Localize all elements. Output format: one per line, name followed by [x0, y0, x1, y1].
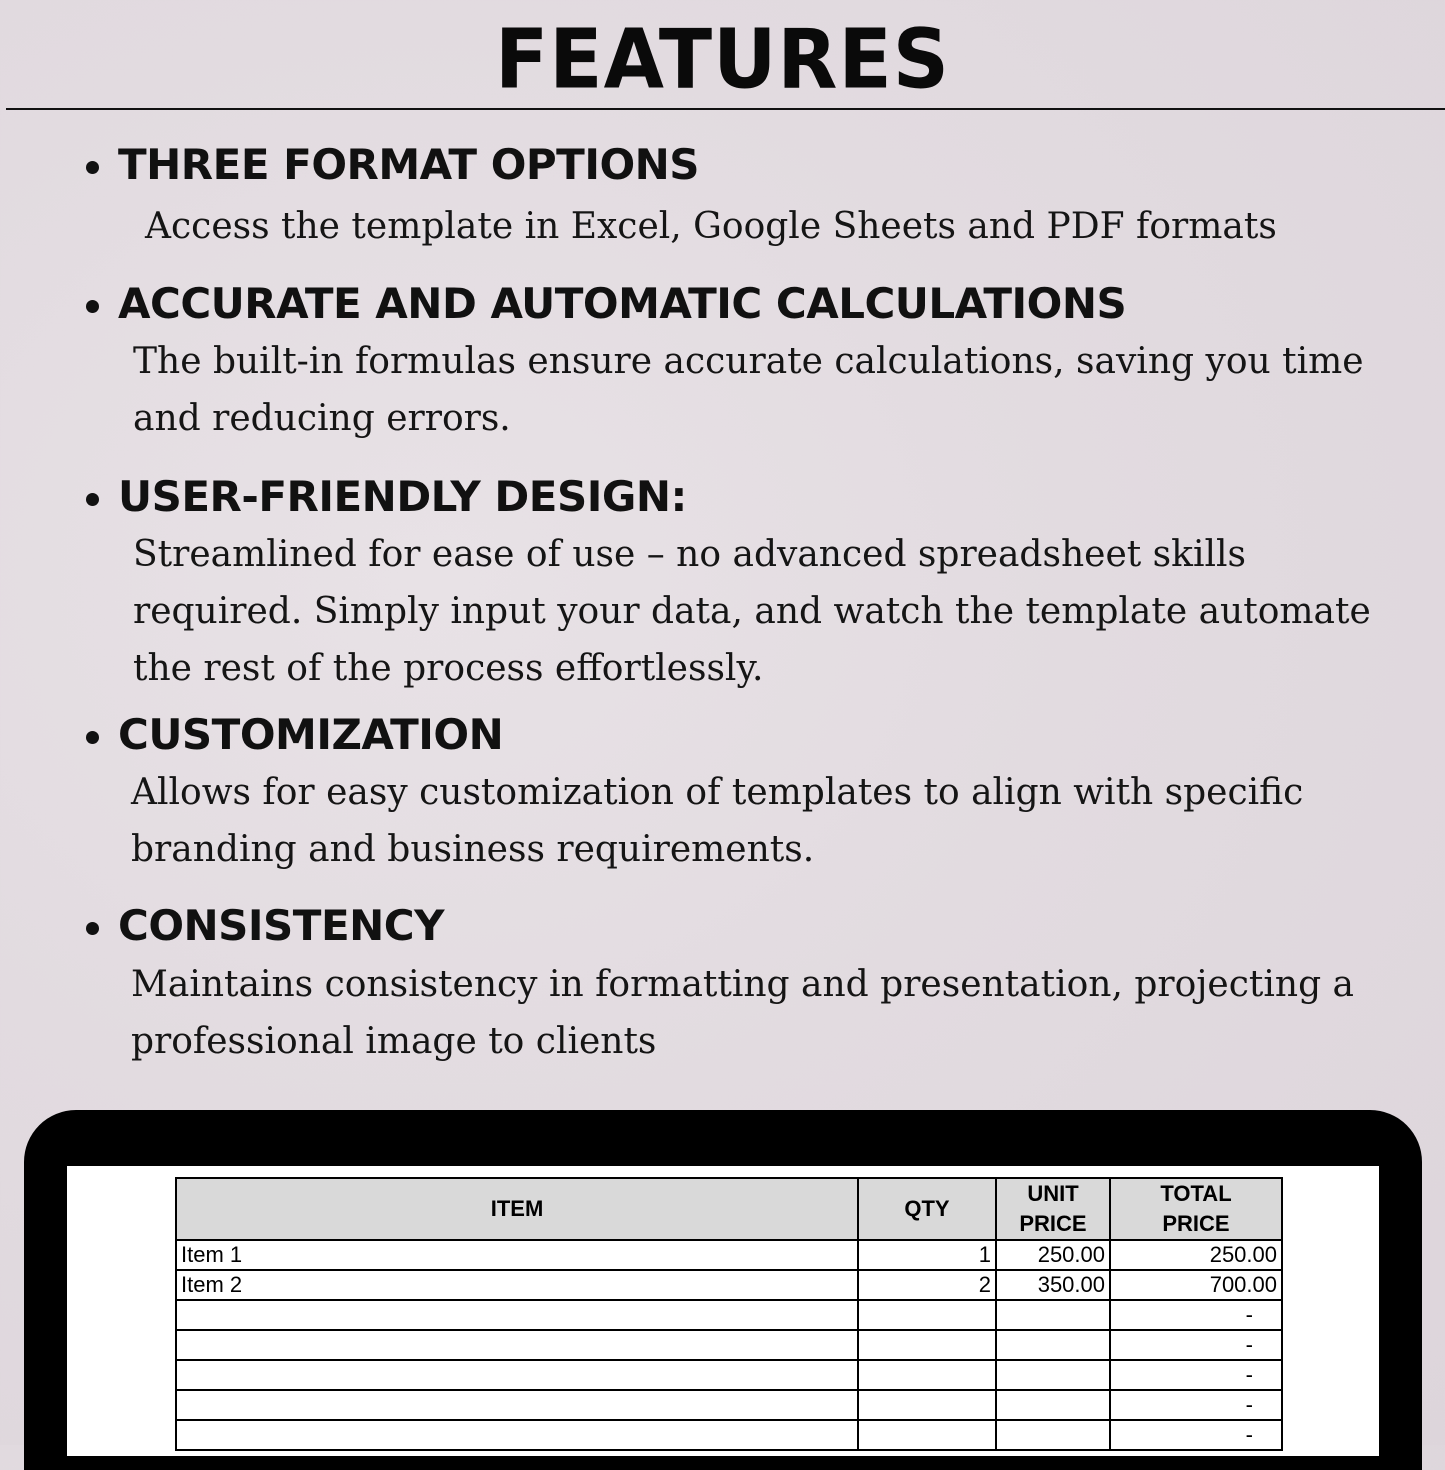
cell-total-price[interactable]: 250.00	[1110, 1240, 1282, 1270]
feature-description: Maintains consistency in formatting and presentation, projecting a professional image to clients	[131, 964, 1355, 1062]
feature-description: The built-in formulas ensure accurate calculations, saving you time and reducing errors.	[133, 341, 1364, 439]
cell-item[interactable]	[176, 1420, 858, 1450]
cell-total-price[interactable]: -	[1110, 1360, 1282, 1390]
cell-unit-price[interactable]	[996, 1300, 1110, 1330]
cell-unit-price[interactable]	[996, 1390, 1110, 1420]
table-row	[176, 1390, 1282, 1420]
cell-unit-price[interactable]: 350.00	[996, 1270, 1110, 1300]
bullet-icon	[86, 922, 99, 935]
cell-total-price[interactable]: -	[1110, 1330, 1282, 1360]
bullet-icon	[86, 493, 99, 506]
cell-item[interactable]	[176, 1300, 858, 1330]
table-row	[176, 1360, 1282, 1390]
table-header-row	[176, 1178, 1282, 1240]
bullet-icon	[86, 300, 99, 313]
table-row	[176, 1240, 1282, 1270]
cell-item[interactable]	[176, 1390, 858, 1420]
cell-total-price[interactable]: -	[1110, 1300, 1282, 1330]
column-header-qty: QTY	[858, 1178, 996, 1240]
bullet-icon	[86, 731, 99, 744]
cell-item[interactable]	[176, 1360, 858, 1390]
cell-qty[interactable]	[858, 1390, 996, 1420]
feature-description: Allows for easy customization of templates to align with specific branding and business requirements.	[131, 772, 1304, 870]
cell-total-price[interactable]: -	[1110, 1420, 1282, 1450]
cell-total-price[interactable]: -	[1110, 1390, 1282, 1420]
column-header-item: ITEM	[176, 1178, 858, 1240]
feature-description: Streamlined for ease of use – no advanced spreadsheet skills required. Simply input your data, and watch the template automate the rest of the process effortlessly.	[133, 534, 1371, 689]
feature-heading: CONSISTENCY	[118, 901, 445, 950]
feature-heading: ACCURATE AND AUTOMATIC CALCULATIONS	[118, 279, 1127, 328]
cell-item[interactable]	[176, 1330, 858, 1360]
column-header-unit-price: UNIT PRICE	[996, 1178, 1110, 1240]
table-row	[176, 1270, 1282, 1300]
column-header-total-price: TOTAL PRICE	[1110, 1178, 1282, 1240]
table-row	[176, 1330, 1282, 1360]
feature-heading: CUSTOMIZATION	[118, 710, 504, 759]
cell-unit-price[interactable]	[996, 1420, 1110, 1450]
feature-heading: USER-FRIENDLY DESIGN:	[118, 472, 687, 521]
cell-unit-price[interactable]: 250.00	[996, 1240, 1110, 1270]
cell-item[interactable]: Item 1	[176, 1240, 858, 1270]
cell-qty[interactable]	[858, 1420, 996, 1450]
feature-description: Access the template in Excel, Google Sheets and PDF formats	[145, 206, 1277, 247]
invoice-spreadsheet-table	[175, 1177, 1283, 1451]
cell-total-price[interactable]: 700.00	[1110, 1270, 1282, 1300]
cell-qty[interactable]: 2	[858, 1270, 996, 1300]
title-divider	[6, 108, 1445, 110]
cell-qty[interactable]	[858, 1330, 996, 1360]
page-title: FEATURES	[495, 12, 950, 108]
feature-heading: THREE FORMAT OPTIONS	[118, 140, 700, 189]
bullet-icon	[86, 161, 99, 174]
cell-qty[interactable]	[858, 1300, 996, 1330]
table-row	[176, 1300, 1282, 1330]
cell-unit-price[interactable]	[996, 1360, 1110, 1390]
table-row	[176, 1420, 1282, 1450]
cell-qty[interactable]: 1	[858, 1240, 996, 1270]
cell-item[interactable]: Item 2	[176, 1270, 858, 1300]
cell-qty[interactable]	[858, 1360, 996, 1390]
cell-unit-price[interactable]	[996, 1330, 1110, 1360]
